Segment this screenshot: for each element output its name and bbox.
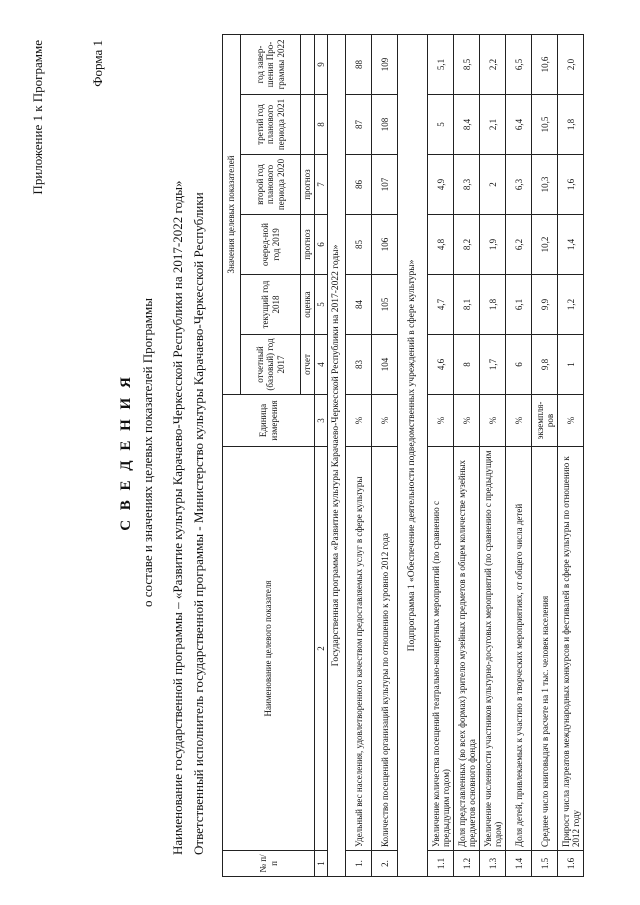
row-num: 1.2 bbox=[454, 851, 480, 877]
row-value: 8,3 bbox=[454, 155, 480, 215]
header-kind: оценка bbox=[301, 275, 315, 335]
row-value: 106 bbox=[372, 215, 398, 275]
row-value: 87 bbox=[346, 95, 372, 155]
row-value: 2,2 bbox=[480, 34, 506, 94]
row-unit: % bbox=[428, 395, 454, 447]
row-name: Среднее число книговыдач в расчете на 1 тыс. человек населения bbox=[532, 447, 558, 851]
row-name: Доля детей, привлекаемых к участию в творческих мероприятиях, от общего числа детей bbox=[506, 447, 532, 851]
column-number: 3 bbox=[315, 395, 328, 447]
table-row bbox=[558, 34, 584, 876]
table-row bbox=[346, 34, 372, 876]
row-value: 8,4 bbox=[454, 95, 480, 155]
table-row bbox=[532, 34, 558, 876]
row-value: 10,5 bbox=[532, 95, 558, 155]
row-value: 10,2 bbox=[532, 215, 558, 275]
row-num: 1.5 bbox=[532, 851, 558, 877]
document-subtitle: о составе и значениях целевых показателей Программы bbox=[140, 298, 155, 607]
row-num: 2. bbox=[372, 851, 398, 877]
row-value: 85 bbox=[346, 215, 372, 275]
row-value: 9,9 bbox=[532, 275, 558, 335]
table-row bbox=[454, 34, 480, 876]
row-unit: экземпля-ров bbox=[532, 395, 558, 447]
column-number: 4 bbox=[315, 335, 328, 395]
header-values-group: Значения целевых показателей bbox=[223, 34, 241, 394]
row-value: 1,4 bbox=[558, 215, 584, 275]
column-number: 7 bbox=[315, 155, 328, 215]
row-value: 83 bbox=[346, 335, 372, 395]
row-value: 108 bbox=[372, 95, 398, 155]
row-value: 105 bbox=[372, 275, 398, 335]
row-value: 8 bbox=[454, 335, 480, 395]
row-value: 2 bbox=[480, 155, 506, 215]
executor-line: Ответственный исполнитель государственной программы - Министерство культуры Карачаево-Черкесской Республики bbox=[191, 192, 206, 855]
column-number: 2 bbox=[315, 447, 328, 851]
row-value: 1,2 bbox=[558, 275, 584, 335]
row-value: 4,6 bbox=[428, 335, 454, 395]
header-kind bbox=[301, 95, 315, 155]
header-year-2018: текущий год 2018 bbox=[241, 275, 301, 335]
table-row bbox=[506, 34, 532, 876]
row-unit: % bbox=[372, 395, 398, 447]
row-value: 6 bbox=[506, 335, 532, 395]
row-value: 9,8 bbox=[532, 335, 558, 395]
header-kind bbox=[301, 34, 315, 94]
indicators-table bbox=[222, 34, 584, 877]
row-value: 1 bbox=[558, 335, 584, 395]
row-value: 5,1 bbox=[428, 34, 454, 94]
row-value: 8,2 bbox=[454, 215, 480, 275]
row-value: 84 bbox=[346, 275, 372, 335]
row-value: 4,9 bbox=[428, 155, 454, 215]
row-value: 6,1 bbox=[506, 275, 532, 335]
row-value: 1,6 bbox=[558, 155, 584, 215]
row-name: Количество посещений организаций культуры по отношению к уровню 2012 года bbox=[372, 447, 398, 851]
row-num: 1. bbox=[346, 851, 372, 877]
section-subprogram-title: Подпрограмма 1 «Обеспечение деятельности подведомственных учреждений в сфере культуры» bbox=[398, 34, 428, 876]
row-value: 109 bbox=[372, 34, 398, 94]
row-unit: % bbox=[480, 395, 506, 447]
table-row bbox=[372, 34, 398, 876]
header-kind: отчет bbox=[301, 335, 315, 395]
appendix-label: Приложение 1 к Программе bbox=[30, 40, 45, 195]
row-value: 104 bbox=[372, 335, 398, 395]
header-num: № п/п bbox=[223, 851, 315, 877]
row-value: 1,8 bbox=[558, 95, 584, 155]
row-value: 5 bbox=[428, 95, 454, 155]
header-year-2019: очеред-ной год 2019 bbox=[241, 215, 301, 275]
row-name: Доля представленных (во всех формах) зрителю музейных предметов в общем количестве музейных предметов основного фонда bbox=[454, 447, 480, 851]
row-unit: % bbox=[558, 395, 584, 447]
row-name: Увеличение численности участников культурно-досуговых мероприятий (по сравнению с предыдущим годом) bbox=[480, 447, 506, 851]
header-year-2022: год завер-шения Про-граммы 2022 bbox=[241, 34, 301, 94]
row-unit: % bbox=[346, 395, 372, 447]
row-name: Удельный вес населения, удовлетворенного качеством предоставляемых услуг в сфере культуры bbox=[346, 447, 372, 851]
header-unit: Единица измерения bbox=[223, 395, 315, 447]
row-value: 4,7 bbox=[428, 275, 454, 335]
row-name: Увеличение количества посещений театрально-концертных мероприятий (по сравнению с предыдущим годом) bbox=[428, 447, 454, 851]
row-num: 1.3 bbox=[480, 851, 506, 877]
table-body bbox=[328, 34, 584, 876]
row-num: 1.1 bbox=[428, 851, 454, 877]
section-program-title: Государственная программа «Развитие культуры Карачаево-Черкесской Республики на 2017-2022 годы» bbox=[328, 34, 346, 876]
form-label: Форма 1 bbox=[90, 40, 105, 87]
row-num: 1.6 bbox=[558, 851, 584, 877]
row-value: 6,4 bbox=[506, 95, 532, 155]
table-row bbox=[480, 34, 506, 876]
header-year-2021: третий год планового периода 2021 bbox=[241, 95, 301, 155]
row-value: 6,2 bbox=[506, 215, 532, 275]
header-year-2020: второй год планового периода 2020 bbox=[241, 155, 301, 215]
header-year-2017: отчетный (базовый) год 2017 bbox=[241, 335, 301, 395]
row-name: Прирост числа лауреатов международных конкурсов и фестивалей в сфере культуры по отношению к 2012 году bbox=[558, 447, 584, 851]
row-value: 1,9 bbox=[480, 215, 506, 275]
header-name: Наименование целевого показателя bbox=[223, 447, 315, 851]
row-value: 8,5 bbox=[454, 34, 480, 94]
header-kind: прогноз bbox=[301, 155, 315, 215]
document-title: С В Е Д Е Н И Я bbox=[118, 374, 134, 531]
row-value: 4,8 bbox=[428, 215, 454, 275]
row-value: 86 bbox=[346, 155, 372, 215]
header-kind: прогноз bbox=[301, 215, 315, 275]
row-value: 10,6 bbox=[532, 34, 558, 94]
row-value: 10,3 bbox=[532, 155, 558, 215]
row-unit: % bbox=[454, 395, 480, 447]
row-value: 8,1 bbox=[454, 275, 480, 335]
program-name-line: Наименование государственной программы – «Развитие культуры Карачаево-Черкесской Республики на 2017-2022 годы» bbox=[170, 180, 185, 855]
row-value: 6,5 bbox=[506, 34, 532, 94]
row-value: 6,3 bbox=[506, 155, 532, 215]
column-number: 9 bbox=[315, 34, 328, 94]
row-value: 2,1 bbox=[480, 95, 506, 155]
row-value: 1,7 bbox=[480, 335, 506, 395]
row-value: 2,0 bbox=[558, 34, 584, 94]
row-value: 88 bbox=[346, 34, 372, 94]
column-number: 1 bbox=[315, 851, 328, 877]
column-number: 5 bbox=[315, 275, 328, 335]
row-value: 1,8 bbox=[480, 275, 506, 335]
row-value: 107 bbox=[372, 155, 398, 215]
row-unit: % bbox=[506, 395, 532, 447]
column-number: 6 bbox=[315, 215, 328, 275]
column-number: 8 bbox=[315, 95, 328, 155]
row-num: 1.4 bbox=[506, 851, 532, 877]
table-row bbox=[428, 34, 454, 876]
